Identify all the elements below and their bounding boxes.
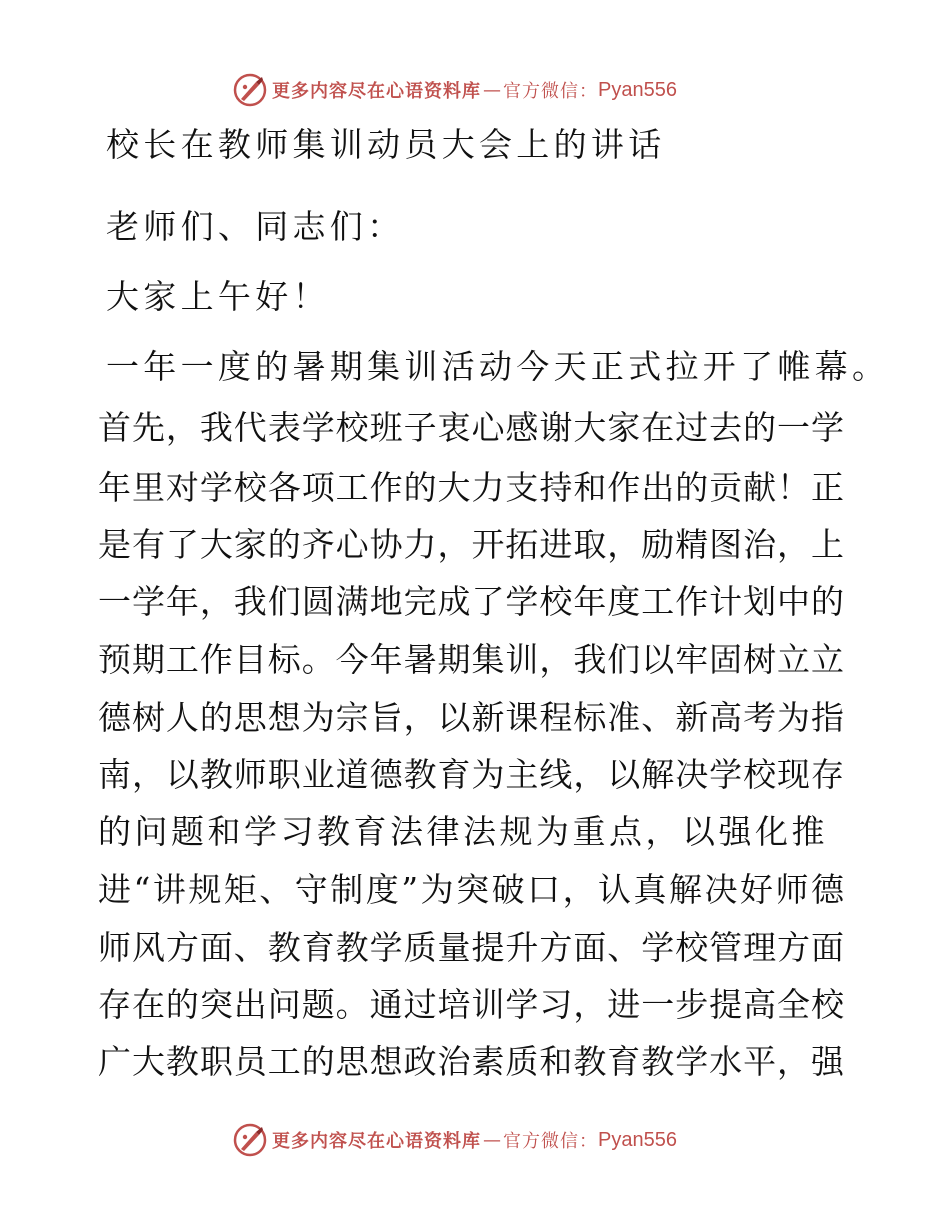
banner-separator: —: [483, 1129, 501, 1151]
banner-official-label: 官方微信：: [503, 81, 598, 102]
greeting: 大家上午好！: [106, 277, 330, 316]
footer-watermark-banner: [232, 1120, 677, 1160]
body-line: 一学年，我们圆满地完成了学校年度工作计划中的: [98, 582, 844, 621]
body-line: 存在的突出问题。通过培训学习，进一步提高全校: [98, 985, 844, 1024]
banner-wechat-id: Pyan556: [598, 1128, 677, 1151]
body-line: 的问题和学习教育法律法规为重点，以强化推: [98, 812, 828, 851]
body-line: 广大教职员工的思想政治素质和教育教学水平，强: [98, 1042, 844, 1081]
banner-slogan: 更多内容尽在心语资料库: [272, 81, 481, 102]
salutation: 老师们、同志们：: [106, 207, 405, 246]
banner-slogan: 更多内容尽在心语资料库: [272, 1131, 481, 1152]
document-title: 校长在教师集训动员大会上的讲话: [106, 125, 666, 164]
body-line: 师风方面、教育教学质量提升方面、学校管理方面: [98, 928, 844, 967]
banner-wechat-id: Pyan556: [598, 78, 677, 101]
quill-pen-logo-icon: [232, 72, 268, 108]
body-line: 一年一度的暑期集训活动今天正式拉开了帷幕。: [106, 347, 890, 386]
banner-official-label: 官方微信：: [503, 1131, 598, 1152]
body-line: 首先，我代表学校班子衷心感谢大家在过去的一学: [98, 408, 844, 447]
quill-pen-logo-icon: [232, 1122, 268, 1158]
body-line: 年里对学校各项工作的大力支持和作出的贡献！正: [98, 468, 844, 507]
body-line: 进“讲规矩、守制度”为突破口，认真解决好师德: [98, 870, 844, 909]
banner-separator: —: [483, 79, 501, 101]
header-watermark-banner: [232, 70, 677, 110]
body-line: 是有了大家的齐心协力，开拓进取，励精图治，上: [98, 525, 844, 564]
body-line: 预期工作目标。今年暑期集训，我们以牢固树立立: [98, 640, 844, 679]
body-line: 德树人的思想为宗旨，以新课程标准、新高考为指: [98, 698, 844, 737]
body-line: 南，以教师职业道德教育为主线，以解决学校现存: [98, 755, 844, 794]
